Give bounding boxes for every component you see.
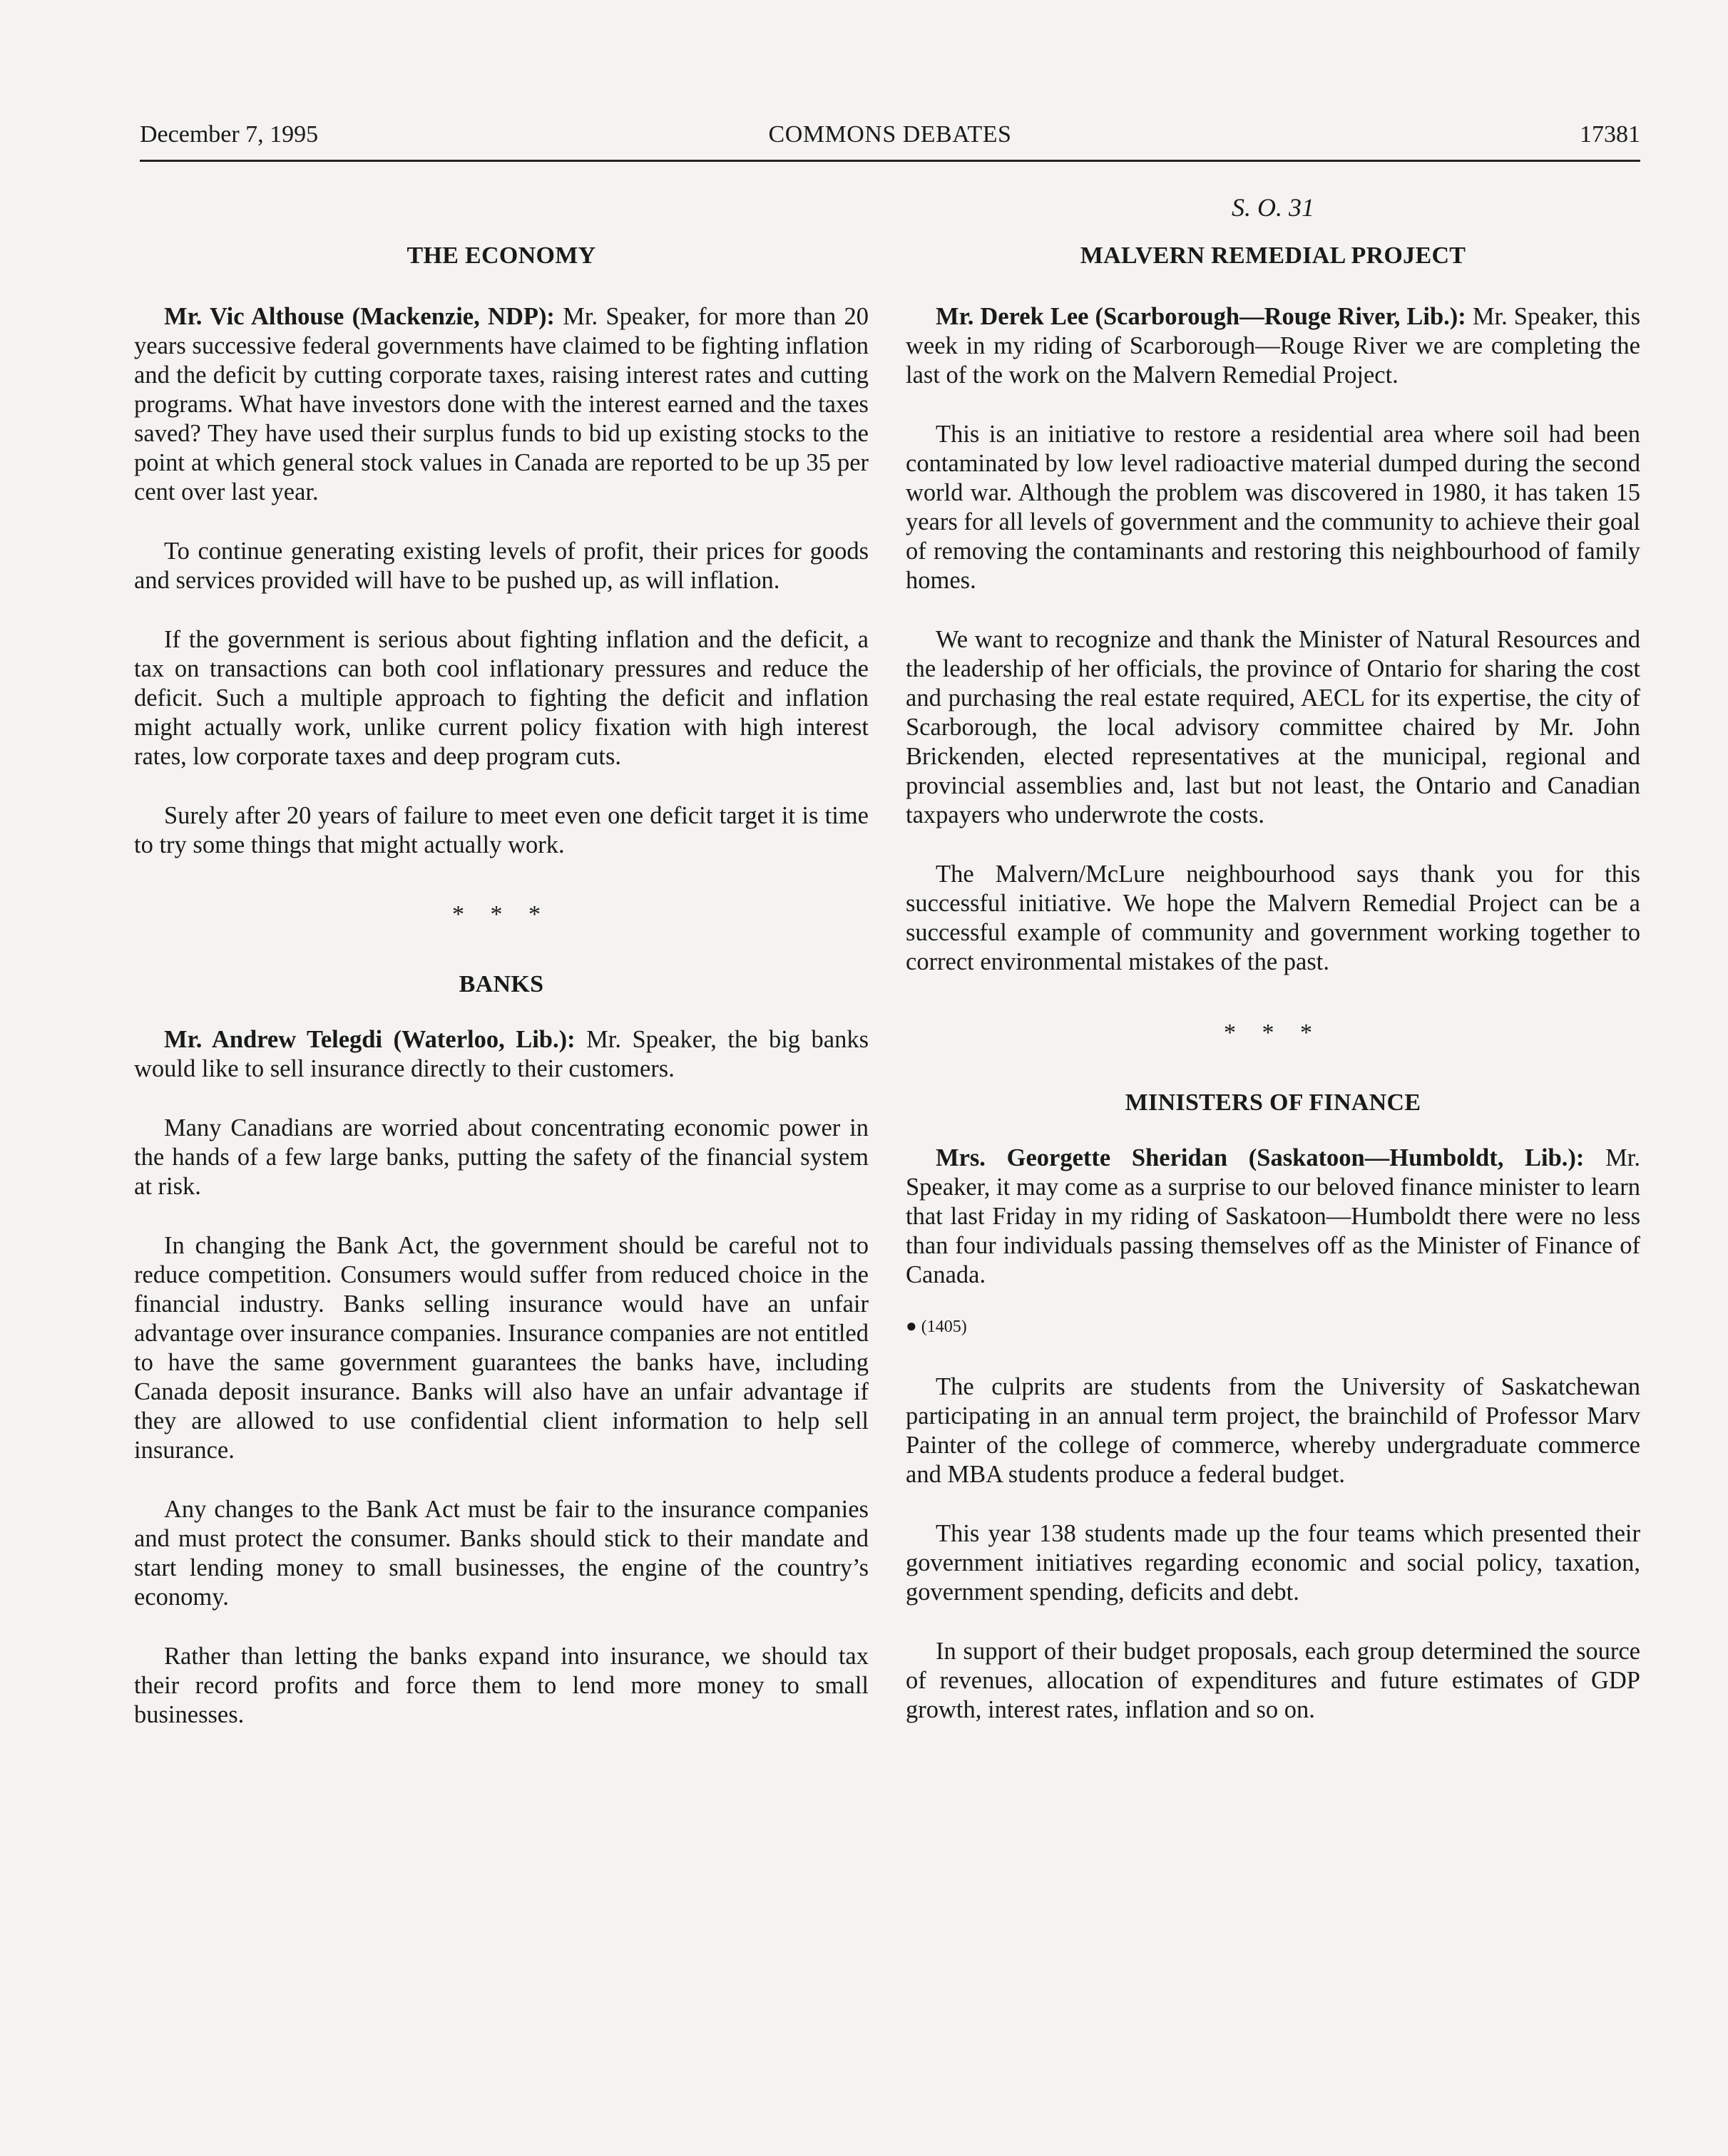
paragraph-text: Mr. Speaker, the big banks would like to sell insurance directly to their customers. [134, 1026, 869, 1082]
economy-paragraph-1 [134, 302, 869, 507]
banks-paragraph-3: In changing the Bank Act, the government should be careful not to reduce competition. Consumers would suffer from reduced choice in the financial industry. Banks selling insurance would have an unfair advantage over insurance companies. Insurance companies are not entitled to have the same government guarantees the banks have, including Canada deposit insurance. Banks will also have an unfair advantage if they are allowed to use confidential client information to help sell insurance. [134, 1232, 869, 1464]
header-page-number: 17381 [1580, 121, 1640, 148]
time-stamp: (1405) [921, 1318, 967, 1336]
speaker-name: Mr. Vic Althouse (Mackenzie, NDP): [164, 303, 555, 330]
economy-paragraph-4: Surely after 20 years of failure to meet even one deficit target it is time to try some things that might actually work. [134, 802, 869, 858]
speaker-name: Mr. Derek Lee (Scarborough—Rouge River, Lib.): [936, 303, 1466, 330]
speaker-name: Mrs. Georgette Sheridan (Saskatoon—Humboldt, Lib.): [936, 1144, 1585, 1171]
section-heading-banks: BANKS [459, 971, 544, 997]
paragraph-text: Mr. Speaker, this week in my riding of Scarborough—Rouge River we are completing the last of the work on the Malvern Remedial Project. [906, 303, 1641, 389]
malvern-paragraph-1 [906, 302, 1640, 390]
bullet-icon: ● [906, 1315, 917, 1336]
section-heading-ministers: MINISTERS OF FINANCE [1125, 1089, 1421, 1116]
banks-paragraph-2: Many Canadians are worried about concentrating economic power in the hands of a few large banks, putting the safety of the financial system at risk. [134, 1114, 869, 1200]
paragraph-text: Mr. Speaker, it may come as a surprise to our beloved finance minister to learn that last Friday in my riding of Saskatoon—Humboldt there were no less than four individuals passing themselves off as the Minister of Finance of Canada. [906, 1144, 1641, 1288]
section-heading-malvern: MALVERN REMEDIAL PROJECT [1080, 242, 1466, 269]
banks-paragraph-4: Any changes to the Bank Act must be fair to the insurance companies and must protect the consumer. Banks should stick to their mandate and start lending money to small businesses, the engine of the country’s economy. [134, 1496, 869, 1611]
section-heading-economy: THE ECONOMY [407, 242, 596, 269]
section-separator: * * * [1224, 1020, 1322, 1046]
left-column [134, 192, 869, 1730]
economy-paragraph-3: If the government is serious about fighting inflation and the deficit, a tax on transactions can both cool inflationary pressures and reduce the deficit. Such a multiple approach to fighting the deficit and inflation might actually work, unlike current policy fixation with high interest rates, low corporate taxes and deep program cuts. [134, 626, 869, 770]
malvern-paragraph-3: We want to recognize and thank the Minister of Natural Resources and the leadership of her officials, the province of Ontario for sharing the cost and purchasing the real estate required, AECL for its expertise, the city of Scarborough, the local advisory committee chaired by Mr. John Brickenden, elected representatives at the municipal, regional and provincial assemblies and, last but not least, the Ontario and Canadian taxpayers who underwrote the costs. [906, 626, 1640, 828]
paragraph-text: Mr. Speaker, for more than 20 years successive federal governments have claimed to be fighting inflation and the deficit by cutting corporate taxes, raising interest rates and cutting programs. What have investors done with the interest earned and the taxes saved? They have used their surplus funds to bid up existing stocks to the point at which general stock values in Canada are reported to be up 35 per cent over last year. [134, 303, 869, 505]
page-header [140, 117, 1640, 162]
banks-paragraph-5: Rather than letting the banks expand into insurance, we should tax their record profits and force them to lend more money to small businesses. [134, 1643, 869, 1728]
ministers-paragraph-2: The culprits are students from the University of Saskatchewan participating in an annual term project, the brainchild of Professor Marv Painter of the college of commerce, whereby undergraduate commerce and MBA students produce a federal budget. [906, 1373, 1640, 1488]
right-column [906, 192, 1640, 1725]
ministers-paragraph-3: This year 138 students made up the four teams which presented their government initiatives regarding economic and social policy, taxation, government spending, deficits and debt. [906, 1520, 1640, 1606]
banks-paragraph-1 [134, 1025, 869, 1084]
economy-paragraph-2: To continue generating existing levels of profit, their prices for goods and services provided will have to be pushed up, as will inflation. [134, 538, 869, 594]
time-marker [906, 1315, 1640, 1337]
standing-order-label: S. O. 31 [1232, 193, 1314, 222]
section-separator: * * * [452, 901, 551, 928]
malvern-paragraph-2: This is an initiative to restore a residential area where soil had been contaminated by low level radioactive material dumped during the second world war. Although the problem was discovered in 1980, it has taken 15 years for all levels of government and the community to achieve their goal of removing the contaminants and restoring this neighbourhood of family homes. [906, 421, 1640, 594]
ministers-paragraph-1 [906, 1144, 1640, 1290]
header-title: COMMONS DEBATES [768, 121, 1012, 148]
malvern-paragraph-4: The Malvern/McLure neighbourhood says thank you for this successful initiative. We hope the Malvern Remedial Project can be a successful example of community and government working together to correct environmental mistakes of the past. [906, 861, 1640, 975]
speaker-name: Mr. Andrew Telegdi (Waterloo, Lib.): [164, 1026, 576, 1053]
header-date: December 7, 1995 [140, 121, 319, 148]
ministers-paragraph-4: In support of their budget proposals, each group determined the source of revenues, allocation of expenditures and future estimates of GDP growth, interest rates, inflation and so on. [906, 1638, 1640, 1723]
